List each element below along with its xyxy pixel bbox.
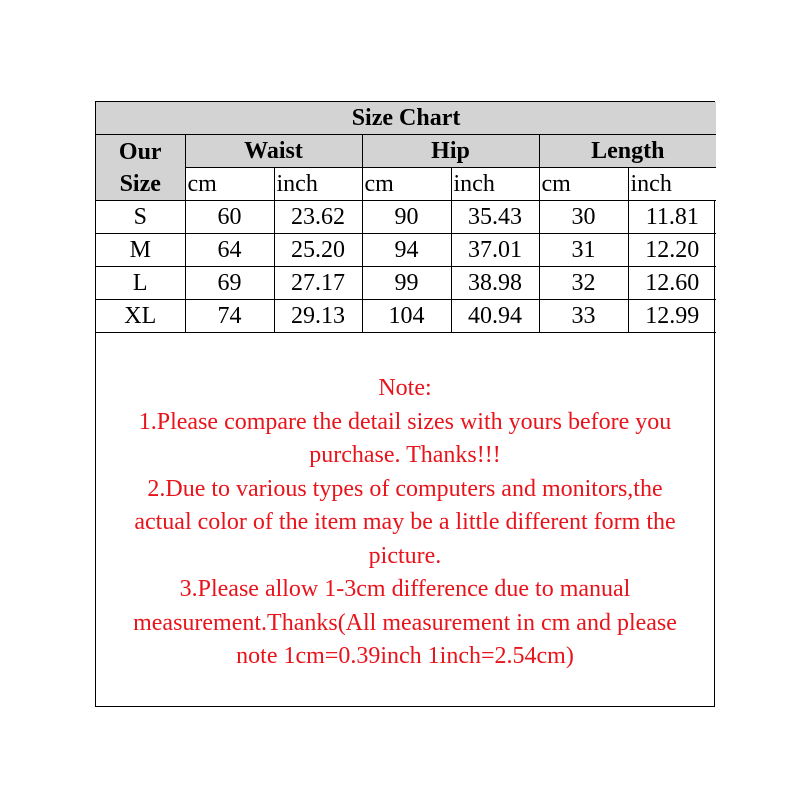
note-line: 3.Please allow 1-3cm difference due to manual — [179, 576, 631, 602]
notes-block — [96, 372, 714, 674]
size-chart — [95, 101, 715, 707]
group-header-row — [96, 135, 716, 168]
our-size-header — [96, 135, 185, 201]
table-cell: 27.17 — [274, 267, 362, 300]
table-cell: 31 — [539, 234, 628, 267]
length-header: Length — [539, 135, 716, 168]
note-line: 1.Please compare the detail sizes with yours before you — [138, 408, 672, 435]
table-cell: 94 — [362, 234, 451, 267]
chart-title: Size Chart — [96, 102, 716, 135]
note-line: purchase. Thanks!!! — [309, 442, 501, 468]
size-label: XL — [96, 300, 185, 333]
size-table — [96, 102, 716, 333]
size-label: M — [96, 234, 185, 267]
table-cell: 64 — [185, 234, 274, 267]
waist-header: Waist — [185, 135, 362, 168]
note-line: actual color of the item may be a little different form the — [134, 509, 676, 535]
size-label: L — [96, 267, 185, 300]
table-cell: 12.20 — [628, 234, 716, 267]
our-size-line-1: Our — [118, 138, 162, 165]
table-row — [96, 201, 716, 234]
our-size-line-2: Size — [119, 170, 161, 197]
note-line: 2.Due to various types of computers and monitors,the — [147, 475, 663, 502]
note-line: measurement.Thanks(All measurement in cm and please — [133, 609, 677, 636]
title-row — [96, 102, 716, 135]
table-row — [96, 267, 716, 300]
note-line: picture. — [368, 542, 442, 569]
table-cell: 60 — [185, 201, 274, 234]
note-line: note 1cm=0.39inch 1inch=2.54cm) — [236, 643, 574, 669]
table-cell: 11.81 — [628, 201, 716, 234]
table-cell: 40.94 — [451, 300, 539, 333]
unit-label: cm — [185, 168, 274, 201]
table-cell: 37.01 — [451, 234, 539, 267]
unit-label: cm — [539, 168, 628, 201]
table-cell: 35.43 — [451, 201, 539, 234]
table-row — [96, 234, 716, 267]
note-heading: Note: — [378, 375, 432, 401]
table-cell: 90 — [362, 201, 451, 234]
table-cell: 29.13 — [274, 300, 362, 333]
table-cell: 33 — [539, 300, 628, 333]
unit-label: cm — [362, 168, 451, 201]
unit-label: inch — [628, 168, 716, 201]
table-row — [96, 300, 716, 333]
unit-label: inch — [274, 168, 362, 201]
table-cell: 32 — [539, 267, 628, 300]
size-label: S — [96, 201, 185, 234]
table-cell: 38.98 — [451, 267, 539, 300]
table-cell: 23.62 — [274, 201, 362, 234]
table-cell: 99 — [362, 267, 451, 300]
table-cell: 74 — [185, 300, 274, 333]
table-cell: 30 — [539, 201, 628, 234]
table-cell: 104 — [362, 300, 451, 333]
table-cell: 12.60 — [628, 267, 716, 300]
unit-header-row — [96, 168, 716, 201]
hip-header: Hip — [362, 135, 539, 168]
table-cell: 12.99 — [628, 300, 716, 333]
table-cell: 69 — [185, 267, 274, 300]
table-cell: 25.20 — [274, 234, 362, 267]
unit-label: inch — [451, 168, 539, 201]
